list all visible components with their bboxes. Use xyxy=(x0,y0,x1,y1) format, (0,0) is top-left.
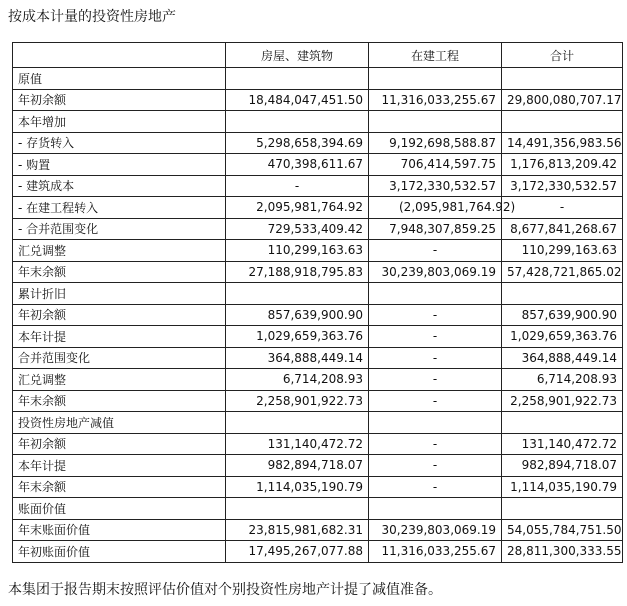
table-row xyxy=(13,283,623,305)
table-row xyxy=(13,541,623,563)
document-title: 按成本计量的投资性房地产 xyxy=(8,9,176,25)
total-value: 364,888,449.14 xyxy=(502,347,623,369)
table-row xyxy=(13,89,623,111)
construction-value: 9,192,698,588.87 xyxy=(369,132,502,154)
row-label: 年末余额 xyxy=(13,476,226,498)
total-value: 29,800,080,707.17 xyxy=(502,89,623,111)
row-label: 年初余额 xyxy=(13,304,226,326)
buildings-value: 6,714,208.93 xyxy=(226,369,369,391)
construction-value: - xyxy=(369,326,502,348)
table-row xyxy=(13,132,623,154)
buildings-value: 5,298,658,394.69 xyxy=(226,132,369,154)
buildings-value: 27,188,918,795.83 xyxy=(226,261,369,283)
row-label: 本年计提 xyxy=(13,326,226,348)
construction-value xyxy=(369,412,502,434)
table-row xyxy=(13,476,623,498)
header-cell-buildings: 房屋、建筑物 xyxy=(226,43,369,68)
row-label: 年初账面价值 xyxy=(13,541,226,563)
total-value: 2,258,901,922.73 xyxy=(502,390,623,412)
table-row xyxy=(13,218,623,240)
construction-value: - xyxy=(369,433,502,455)
total-value xyxy=(502,111,623,133)
header-cell-total: 合计 xyxy=(502,43,623,68)
buildings-value: 17,495,267,077.88 xyxy=(226,541,369,563)
table-row xyxy=(13,154,623,176)
construction-value: - xyxy=(369,304,502,326)
construction-value xyxy=(369,498,502,520)
table-row xyxy=(13,455,623,477)
row-label: 年末余额 xyxy=(13,261,226,283)
construction-value: 30,239,803,069.19 xyxy=(369,519,502,541)
table-row xyxy=(13,240,623,262)
row-label: 汇兑调整 xyxy=(13,369,226,391)
total-value: 110,299,163.63 xyxy=(502,240,623,262)
total-value: 982,894,718.07 xyxy=(502,455,623,477)
table-row xyxy=(13,261,623,283)
total-value xyxy=(502,412,623,434)
table-row xyxy=(13,175,623,197)
row-label: 年末余额 xyxy=(13,390,226,412)
buildings-value xyxy=(226,412,369,434)
row-label: 累计折旧 xyxy=(13,283,226,305)
row-label: - 在建工程转入 xyxy=(13,197,226,219)
construction-value: 11,316,033,255.67 xyxy=(369,89,502,111)
row-label: - 建筑成本 xyxy=(13,175,226,197)
table-row xyxy=(13,390,623,412)
table-row xyxy=(13,68,623,90)
total-value: 1,114,035,190.79 xyxy=(502,476,623,498)
buildings-value: 1,114,035,190.79 xyxy=(226,476,369,498)
total-value: 54,055,784,751.50 xyxy=(502,519,623,541)
total-value: 8,677,841,268.67 xyxy=(502,218,623,240)
total-value xyxy=(502,283,623,305)
buildings-value xyxy=(226,283,369,305)
buildings-value: 23,815,981,682.31 xyxy=(226,519,369,541)
row-label: - 合并范围变化 xyxy=(13,218,226,240)
construction-value: - xyxy=(369,347,502,369)
row-label: - 购置 xyxy=(13,154,226,176)
buildings-value: 2,095,981,764.92 xyxy=(226,197,369,219)
row-label: 投资性房地产减值 xyxy=(13,412,226,434)
row-label: 汇兑调整 xyxy=(13,240,226,262)
footnote: 本集团于报告期末按照评估价值对个别投资性房地产计提了减值准备。 xyxy=(8,582,442,598)
table-row xyxy=(13,111,623,133)
construction-value: - xyxy=(369,369,502,391)
construction-value: - xyxy=(369,476,502,498)
construction-value: 30,239,803,069.19 xyxy=(369,261,502,283)
row-label: 本年增加 xyxy=(13,111,226,133)
construction-value: 3,172,330,532.57 xyxy=(369,175,502,197)
buildings-value: 364,888,449.14 xyxy=(226,347,369,369)
buildings-value: 470,398,611.67 xyxy=(226,154,369,176)
table-row xyxy=(13,197,623,219)
buildings-value: 2,258,901,922.73 xyxy=(226,390,369,412)
table-row xyxy=(13,498,623,520)
buildings-value xyxy=(226,498,369,520)
table-row xyxy=(13,412,623,434)
total-value: 14,491,356,983.56 xyxy=(502,132,623,154)
construction-value xyxy=(369,283,502,305)
header-cell-construction: 在建工程 xyxy=(369,43,502,68)
total-value: 28,811,300,333.55 xyxy=(502,541,623,563)
table-row xyxy=(13,519,623,541)
buildings-value: 982,894,718.07 xyxy=(226,455,369,477)
construction-value xyxy=(369,68,502,90)
total-value: 1,176,813,209.42 xyxy=(502,154,623,176)
table-row xyxy=(13,347,623,369)
construction-value: - xyxy=(369,240,502,262)
total-value xyxy=(502,68,623,90)
construction-value: (2,095,981,764.92) xyxy=(369,197,502,219)
buildings-value xyxy=(226,111,369,133)
construction-value: - xyxy=(369,455,502,477)
row-label: 年初余额 xyxy=(13,433,226,455)
total-value: 1,029,659,363.76 xyxy=(502,326,623,348)
investment-property-table xyxy=(12,42,623,563)
row-label: 年末账面价值 xyxy=(13,519,226,541)
table-body xyxy=(13,68,623,563)
row-label: 原值 xyxy=(13,68,226,90)
row-label: - 存货转入 xyxy=(13,132,226,154)
total-value xyxy=(502,498,623,520)
table-row xyxy=(13,433,623,455)
table-row xyxy=(13,304,623,326)
total-value: 131,140,472.72 xyxy=(502,433,623,455)
table-row xyxy=(13,326,623,348)
buildings-value: 729,533,409.42 xyxy=(226,218,369,240)
row-label: 年初余额 xyxy=(13,89,226,111)
buildings-value xyxy=(226,68,369,90)
buildings-value: 18,484,047,451.50 xyxy=(226,89,369,111)
total-value: 857,639,900.90 xyxy=(502,304,623,326)
construction-value xyxy=(369,111,502,133)
row-label: 合并范围变化 xyxy=(13,347,226,369)
buildings-value: 110,299,163.63 xyxy=(226,240,369,262)
construction-value: - xyxy=(369,390,502,412)
total-value: 3,172,330,532.57 xyxy=(502,175,623,197)
total-value: - xyxy=(502,197,623,219)
buildings-value: 131,140,472.72 xyxy=(226,433,369,455)
table-row xyxy=(13,369,623,391)
construction-value: 706,414,597.75 xyxy=(369,154,502,176)
total-value: 57,428,721,865.02 xyxy=(502,261,623,283)
row-label: 本年计提 xyxy=(13,455,226,477)
total-value: 6,714,208.93 xyxy=(502,369,623,391)
construction-value: 11,316,033,255.67 xyxy=(369,541,502,563)
buildings-value: - xyxy=(226,175,369,197)
buildings-value: 857,639,900.90 xyxy=(226,304,369,326)
construction-value: 7,948,307,859.25 xyxy=(369,218,502,240)
row-label: 账面价值 xyxy=(13,498,226,520)
header-cell-item xyxy=(13,43,226,68)
buildings-value: 1,029,659,363.76 xyxy=(226,326,369,348)
table-header-row xyxy=(13,43,623,68)
